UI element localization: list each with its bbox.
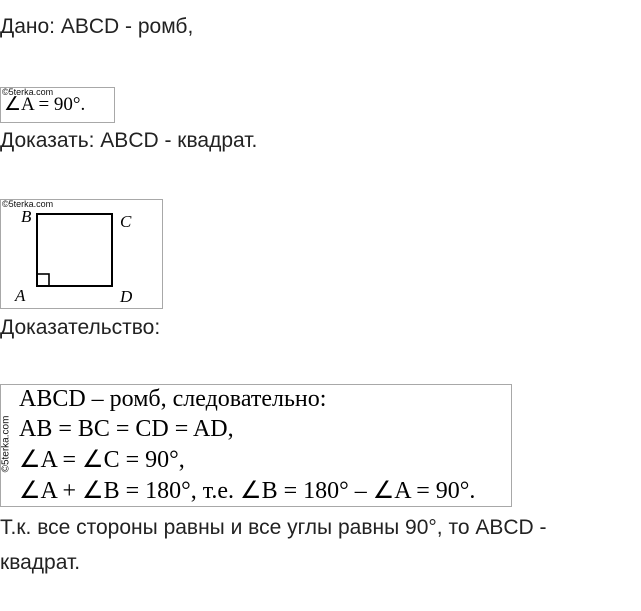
proof-image <box>0 384 512 507</box>
given-condition: ∠A = 90°. <box>4 94 86 115</box>
vertex-label-b: B <box>21 207 32 226</box>
conclusion-line-1: Т.к. все стороны равны и все углы равны 90°, то ABCD - <box>0 516 547 539</box>
given-condition-image <box>0 87 115 123</box>
vertex-label-c: C <box>120 212 132 231</box>
vertex-label-d: D <box>120 287 133 306</box>
watermark: ©5terka.com <box>2 199 54 209</box>
prove-line: Доказать: ABCD - квадрат. <box>0 129 258 152</box>
conclusion-line-2: квадрат. <box>0 551 81 574</box>
proof-line-2: AB = BC = CD = AD, <box>19 416 234 442</box>
watermark: ©5terka.com <box>2 87 54 97</box>
square-figure <box>0 199 163 309</box>
proof-heading: Доказательство: <box>0 316 161 339</box>
proof-line-1: ABCD – ромб, следовательно: <box>19 386 327 412</box>
vertex-label-a: A <box>15 286 26 305</box>
watermark: ©5terka.com <box>0 415 12 473</box>
proof-line-4: ∠A + ∠B = 180°, т.е. ∠B = 180° – ∠A = 90°. <box>19 478 476 504</box>
right-angle-marker <box>37 274 49 286</box>
proof-line-3: ∠A = ∠C = 90°, <box>19 447 185 473</box>
given-line: Дано: ABCD - ромб, <box>0 15 194 38</box>
